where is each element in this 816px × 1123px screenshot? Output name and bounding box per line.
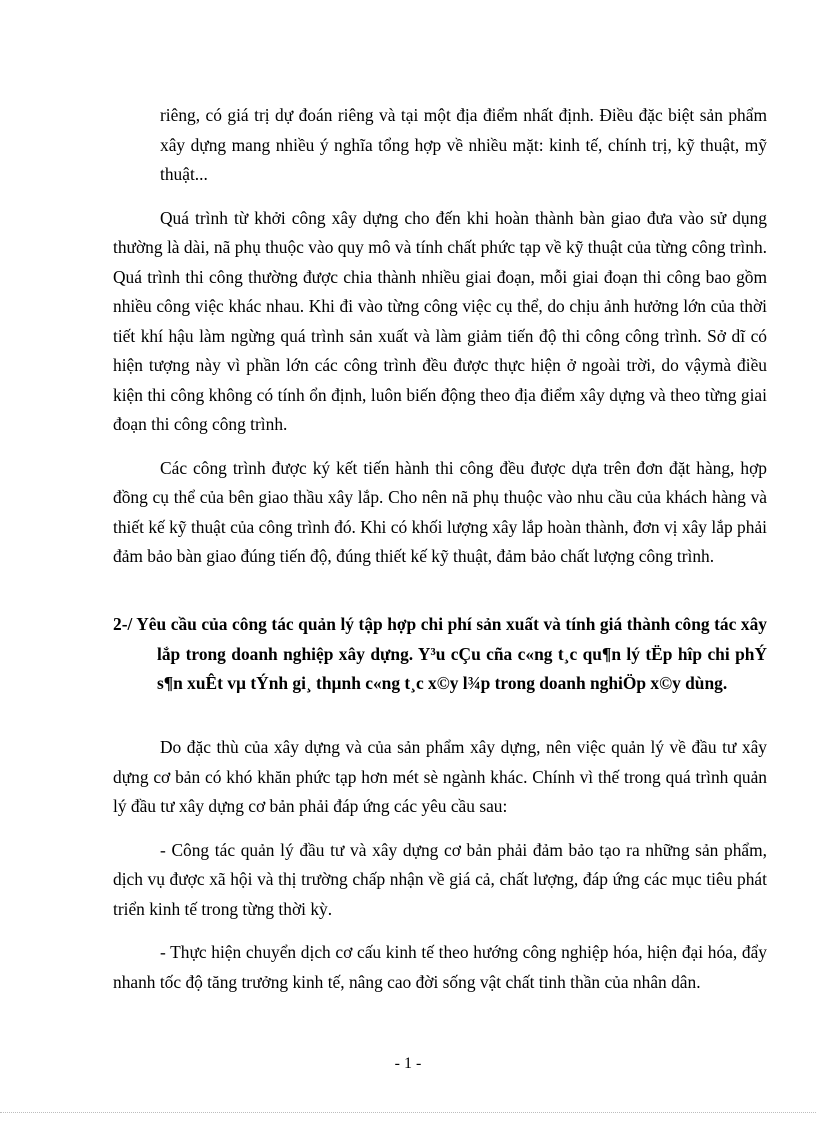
bullet-paragraph: - Công tác quản lý đầu tư và xây dựng cơ bản phải đảm bảo tạo ra những sản phẩm, dịch vụ được xã hội và thị trường chấp nhận về giá cả, chất lượng, đáp ứng các mục tiêu phát triển kinh tế trong từng thời kỳ. [113, 839, 767, 919]
paragraph: Quá trình từ khởi công xây dựng cho đến khi hoàn thành bàn giao đưa vào sử dụng thường là dài, nã phụ thuộc vào quy mô và tính chất phức tạp về kỹ thuật của từng công trình. Quá trình thi công thường được chia thành nhiều giai đoạn, mỗi giai đoạn thi công bao gồm nhiều công việc khác nhau. Khi đi vào từng công việc cụ thể, do chịu ảnh hưởng lớn của thời tiết khí hậu làm ngừng quá trình sản xuất và làm giảm tiến độ thi công công trình. Sở dĩ có hiện tượng này vì phần lớn các công trình đều được thực hiện ở ngoài trời, do vậymà điều kiện thi công không có tính ổn định, luôn biến động theo địa điểm xây dựng và theo từng giai đoạn thi công công trình. [113, 207, 767, 434]
body-bottom [113, 733, 767, 997]
page-number: - 1 - [394, 1055, 422, 1072]
paragraph: Các công trình được ký kết tiến hành thi công đều được dựa trên đơn đặt hàng, hợp đồng cụ thể của bên giao thầu xây lắp. Cho nên nã phụ thuộc vào nhu cầu của khách hàng và thiết kế kỹ thuật của công trình đó. Khi có khối lượng xây lắp hoàn thành, đơn vị xây lắp phải đảm bảo bàn giao đúng tiến độ, đúng thiết kế kỹ thuật, đảm bảo chất lượng công trình. [113, 457, 767, 566]
section-heading: 2-/ Yêu cầu của công tác quản lý tập hợp chi phí sản xuất và tính giá thành công tác xây lắp trong doanh nghiệp xây dựng. Y³u cÇu cña c«ng t¸c qu¶n lý tËp hîp chi phÝ s¶n xuÊt vµ tÝnh gi¸ thµnh c«ng t¸c x©y l¾p trong doanh nghiÖp x©y dùng. [113, 614, 767, 693]
paragraph: Do đặc thù của xây dựng và của sản phẩm xây dựng, nên việc quản lý về đầu tư xây dựng cơ bản có khó khăn phức tạp hơn mét sè ngành khác. Chính vì thế trong quá trình quản lý đầu tư xây dựng cơ bản phải đáp ứng các yêu cầu sau: [113, 737, 767, 816]
bullet-paragraph: - Thực hiện chuyển dịch cơ cấu kinh tế theo hướng công nghiệp hóa, hiện đại hóa, đẩy nhanh tốc độ tăng trưởng kinh tế, nâng cao đời sống vật chất tinh thần của nhân dân. [113, 942, 767, 992]
paragraph-continuation: riêng, có giá trị dự đoán riêng và tại một địa điểm nhất định. Điều đặc biệt sản phẩm xây dựng mang nhiều ý nghĩa tổng hợp về nhiều mặt: kinh tế, chính trị, kỹ thuật, mỹ thuật... [160, 105, 767, 184]
body-top [113, 101, 767, 572]
page-divider [0, 1112, 816, 1113]
